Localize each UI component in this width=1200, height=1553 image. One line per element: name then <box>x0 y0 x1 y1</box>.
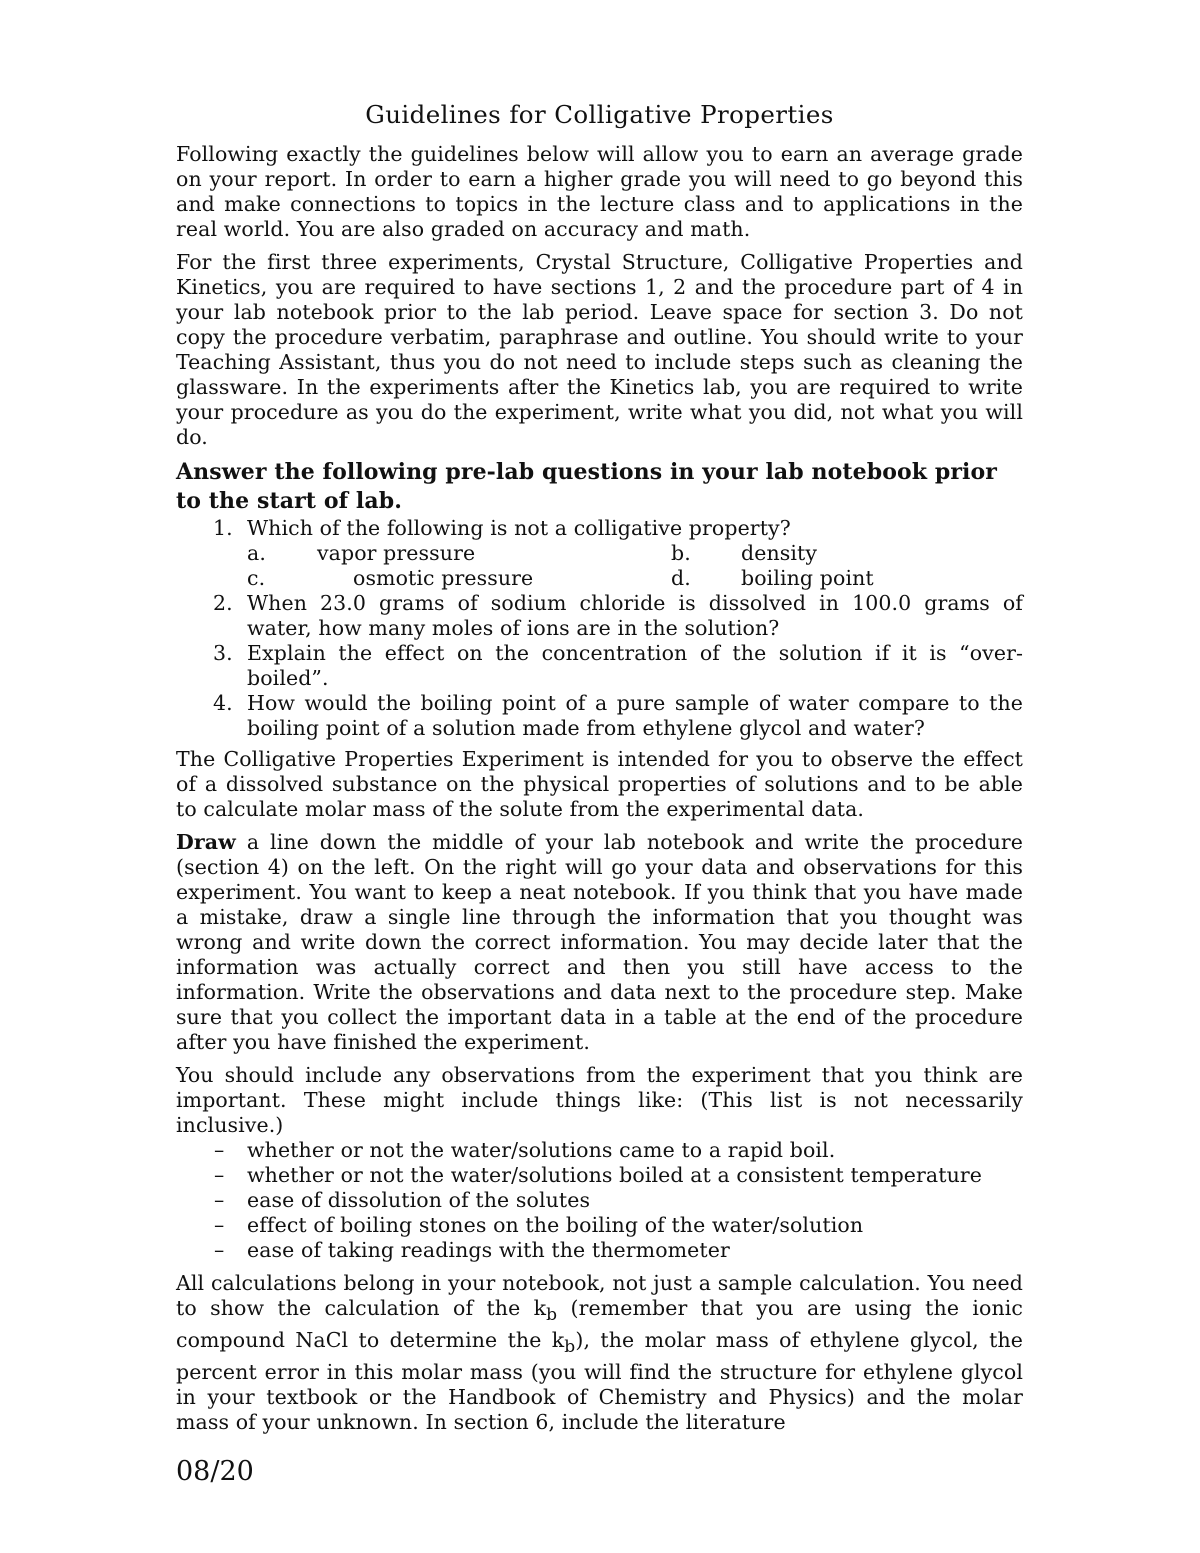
subscript-b: b <box>564 1337 576 1358</box>
list-item <box>176 1213 1023 1238</box>
observations-intro: You should include any observations from the experiment that you think are important. These might include things like: (This list is not necessarily inclusive.) <box>176 1063 1023 1137</box>
choice-letter: c. <box>247 566 266 590</box>
choice-text: density <box>741 541 818 565</box>
prelab-question-1 <box>176 516 1023 591</box>
list-item <box>176 1138 1023 1163</box>
calculations-paragraph <box>176 1271 1023 1435</box>
intro-paragraph-1: Following exactly the guidelines below will allow you to earn an average grade on your report. In order to earn a higher grade you will need to go beyond this and make connections to topics in the lecture class and to applications in the real world. You are also graded on accuracy and math. <box>176 142 1023 241</box>
list-item-text: whether or not the water/solutions came to a rapid boil. <box>247 1138 836 1162</box>
list-item <box>176 1238 1023 1263</box>
prelab-question-list <box>176 516 1023 741</box>
calc-text-1: All calculations belong in your notebook, not just a sample calculation. You need to show the calculation of the k <box>176 1271 1023 1320</box>
dash-bullet: – <box>214 1188 225 1212</box>
purpose-paragraph: The Colligative Properties Experiment is intended for you to observe the effect of a dissolved substance on the physical properties of solutions and to be able to calculate molar mass of the solute from the experimental data. <box>176 747 1023 821</box>
question-text: Which of the following is not a colligative property? <box>247 516 791 540</box>
choice-text: boiling point <box>741 566 874 590</box>
question-number: 3. <box>213 641 233 665</box>
page-content <box>176 100 1023 1443</box>
dash-bullet: – <box>214 1138 225 1162</box>
page-title: Guidelines for Colligative Properties <box>365 100 834 129</box>
intro-paragraph-2: For the first three experiments, Crystal Structure, Colligative Properties and Kinetics, you are required to have sections 1, 2 and the procedure part of 4 in your lab notebook prior to the lab period. Leave space for section 3. Do not copy the procedure verbatim, paraphrase and outline. You should write to your Teaching Assistant, thus you do not need to include steps such as cleaning the glassware. In the experiments after the Kinetics lab, you are required to write your procedure as you do the experiment, write what you did, not what you will do. <box>176 250 1023 449</box>
list-item-text: whether or not the water/solutions boiled at a consistent temperature <box>247 1163 983 1187</box>
question-text: How would the boiling point of a pure sample of water compare to the boiling point of a solution made from ethylene glycol and water? <box>247 691 1023 740</box>
choice-letter: d. <box>671 566 691 590</box>
question-text: Explain the effect on the concentration of the solution if it is “over-boiled”. <box>247 641 1023 690</box>
dash-bullet: – <box>214 1213 225 1237</box>
dash-bullet: – <box>214 1238 225 1262</box>
choice-c <box>247 566 671 591</box>
prelab-question-4 <box>176 691 1023 741</box>
question-number: 2. <box>213 591 233 615</box>
answer-choices <box>247 541 1023 591</box>
list-item <box>176 1163 1023 1188</box>
observations-list <box>176 1138 1023 1263</box>
choice-a <box>247 541 671 566</box>
dash-bullet: – <box>214 1163 225 1187</box>
calc-text-3: ), the molar mass of ethylene glycol, the percent error in this molar mass (you will find the structure for ethylene glycol in your textbook or the Handbook of Chemistry and Physics) and the molar mass of your unknown. In section 6, include the literature <box>176 1328 1023 1435</box>
list-item-text: ease of dissolution of the solutes <box>247 1188 591 1212</box>
calc-text-2: (remember that you are using the ionic compound NaCl to determine the k <box>176 1296 1023 1353</box>
choice-text: vapor pressure <box>317 541 476 565</box>
list-item-text: ease of taking readings with the thermometer <box>247 1238 730 1262</box>
list-item-text: effect of boiling stones on the boiling of the water/solution <box>247 1213 864 1237</box>
question-text: When 23.0 grams of sodium chloride is dissolved in 100.0 grams of water, how many moles of ions are in the solution? <box>247 591 1023 640</box>
page-footer-date: 08/20 <box>176 1456 254 1487</box>
prelab-question-2 <box>176 591 1023 641</box>
choice-d <box>671 566 1021 591</box>
choice-b <box>671 541 1021 566</box>
prelab-heading: Answer the following pre-lab questions in your lab notebook prior to the start of lab. <box>176 459 997 514</box>
subscript-b: b <box>546 1305 558 1326</box>
question-number: 1. <box>213 516 233 540</box>
bold-lead-word: Draw <box>176 830 236 854</box>
choice-letter: a. <box>247 541 266 565</box>
question-number: 4. <box>213 691 233 715</box>
choice-letter: b. <box>671 541 691 565</box>
notebook-paragraph-text: a line down the middle of your lab notebook and write the procedure (section 4) on the left. On the right will go your data and observations for this experiment. You want to keep a neat notebook. If you think that you have made a mistake, draw a single line through the information that you thought was wrong and write down the correct information. You may decide later that the information was actually correct and then you still have access to the information. Write the observations and data next to the procedure step. Make sure that you collect the important data in a table at the end of the procedure after you have finished the experiment. <box>176 830 1023 1054</box>
notebook-paragraph <box>176 830 1023 1055</box>
prelab-question-3 <box>176 641 1023 691</box>
list-item <box>176 1188 1023 1213</box>
choice-text: osmotic pressure <box>353 566 534 590</box>
